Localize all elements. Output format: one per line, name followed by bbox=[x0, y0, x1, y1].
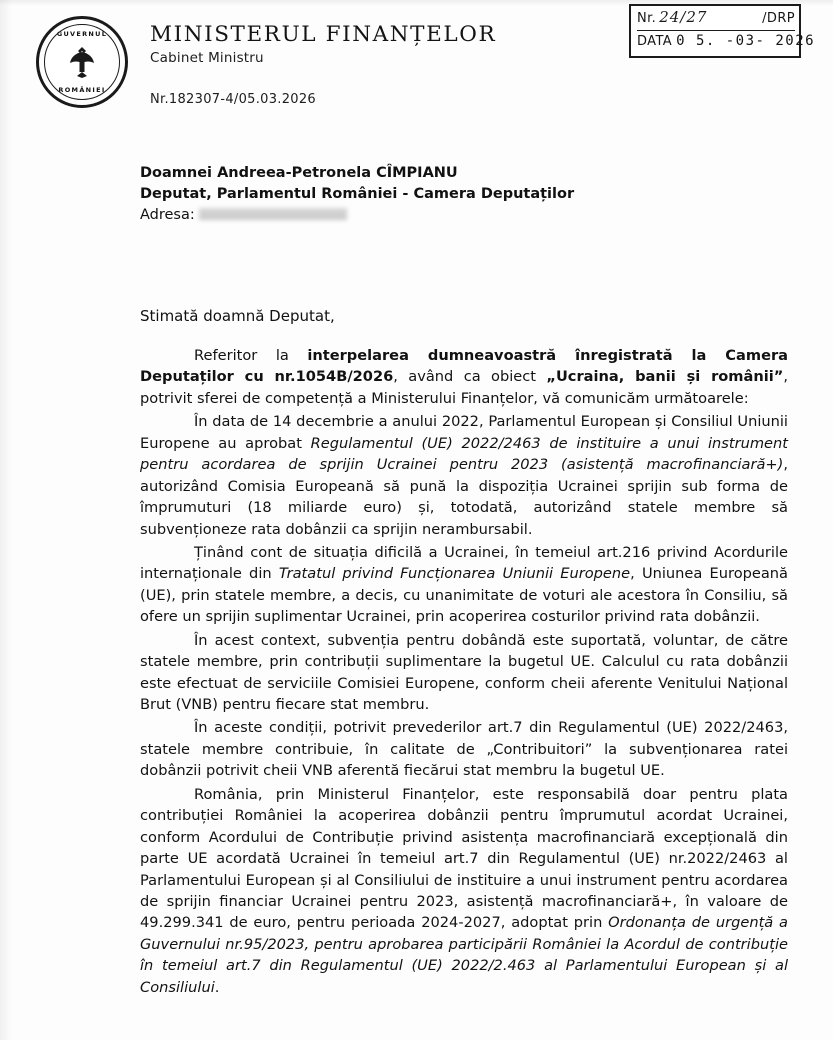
paragraph-5: În aceste condiții, potrivit prevederilor art.7 din Regulamentul (UE) 2022/2463, statele membre contribuie, în calitate de „Contribuitori” la subvenționarea ratei dobânzii potrivit cheii VNB aferentă fiecărui stat membru la bugetul UE. bbox=[140, 719, 788, 780]
letterhead-text bbox=[150, 14, 496, 107]
p1-seg6: , potrivit sferei de competență a Ministerului Finanțelor, vă comunicăm următoarele: bbox=[140, 368, 788, 407]
seal-top-text: GUVERNUL bbox=[56, 30, 108, 38]
p6-seg2: Ordonanța de urgență a Guvernului nr.95/2023, pentru aprobarea participării României la Acordul de contribuție în temeiul art.7 din Regulamentul (UE) 2022/2.463 al Parlamentului European și al Consiliului bbox=[140, 914, 788, 996]
p2-seg3: , autorizând Comisia Europeană să pună la dispoziția Ucrainei sprijin sub forma de împrumuturi (18 miliarde euro) și, totodată, autorizând statele membre să subvenționeze rata dobânzii ca sprijin nerambursabil. bbox=[140, 456, 788, 538]
p1-seg1: Referitor bbox=[194, 347, 258, 364]
letter-body bbox=[140, 345, 788, 998]
stamp-date-row bbox=[637, 30, 816, 53]
paragraph-2 bbox=[140, 411, 788, 540]
p2-seg1: În data de 14 decembrie a anului 2022, Parlamentul European și Consiliul Uniunii Europene au aprobat bbox=[140, 413, 788, 452]
addressee-block bbox=[140, 163, 740, 226]
p1-seg4: , având ca obiect bbox=[393, 368, 547, 386]
p1-seg2: la bbox=[275, 347, 289, 364]
paragraph-3 bbox=[140, 542, 788, 628]
addressee-name: Doamnei Andreea-Petronela CÎMPIANU bbox=[140, 165, 458, 181]
p6-seg1: România, prin Ministerul Finanțelor, este responsabilă doar pentru plata contribuției României la acoperirea dobânzii pentru împrumutul acordat Ucrainei, conform Acordului de Contribuție privind asistența macrofinanciară excepțională din parte UE acordată Ucrainei în temeiul art.7 din Regulamentul (UE) nr.2022/2463 al Parlamentului European și al Consiliului de instituire a unui instrument pentru acordarea de sprijin financiar Ucrainei pentru 2023, asistență macrofinanciară+, în valoare de 49.299.341 de euro, pentru perioada 2024-2027, adoptat prin bbox=[140, 785, 788, 932]
addressee-address-row bbox=[140, 205, 740, 226]
addressee-address-label: Adresa: bbox=[140, 207, 195, 224]
addressee-title: Deputat, Parlamentul României - Camera Deputaților bbox=[140, 185, 575, 202]
p2-seg2: Regulamentul (UE) 2022/2463 de instituire a unui instrument pentru acordarea de sprijin Ucrainei pentru 2023 (asistență macrofinanciară+) bbox=[140, 434, 789, 474]
paragraph-6 bbox=[140, 784, 788, 998]
registration-stamp bbox=[629, 4, 816, 58]
p3-seg3: , Uniunea Europeană (UE), prin statele membre, a decis, cu unanimitate de voturi ale acestora în Consiliu, să ofere un sprijin suplimentar Ucrainei, prin acoperirea costurilor privind rata dobânzii. bbox=[140, 565, 789, 626]
cabinet-label: Cabinet Ministru bbox=[150, 50, 264, 66]
p1-seg3: interpelarea dumneavoastră înregistrată la Camera Deputaților cu nr.1054B/2026 bbox=[140, 347, 789, 386]
stamp-date-value: 0 5. -03- 2026 bbox=[676, 33, 816, 49]
stamp-nr-value: 24/27 bbox=[659, 8, 708, 26]
p3-seg2: Tratatul privind Funcționarea Uniunii Europene bbox=[278, 565, 631, 583]
scan-edge-left bbox=[0, 0, 12, 1040]
p1-seg5: „Ucraina, banii și românii” bbox=[546, 368, 784, 386]
letterhead bbox=[36, 14, 596, 108]
stamp-nr-suffix: /DRP bbox=[762, 11, 795, 26]
paragraph-1 bbox=[140, 345, 788, 409]
ministry-name: MINISTERUL FINANȚELOR bbox=[150, 22, 497, 47]
p6-seg3: . bbox=[214, 978, 220, 996]
stamp-nr-label: Nr. bbox=[637, 11, 657, 26]
coat-of-arms-icon bbox=[36, 16, 128, 108]
salutation: Stimată doamnă Deputat, bbox=[140, 307, 335, 325]
stamp-date-label: DATA bbox=[637, 34, 673, 49]
redacted-address bbox=[199, 208, 347, 220]
paragraph-4: În acest context, subvenția pentru dobândă este suportată, voluntar, de către statele membre, prin contribuții suplimentare la bugetul UE. Calculul cu rata dobânzii este efectuat de serviciile Comisiei Europene, conform cheii aferente Venitului Național Brut (VNB) pentru fiecare stat membru. bbox=[140, 631, 788, 713]
p3-seg1: Ținând cont de situația dificilă a Ucrainei, în temeiul art.216 privind Acordurile internaționale din bbox=[140, 543, 788, 583]
document-number: Nr.182307-4/05.03.2026 bbox=[150, 92, 317, 107]
stamp-nr-row bbox=[637, 8, 795, 28]
seal-bottom-text: ROMÂNIEI bbox=[58, 86, 106, 94]
eagle-crest-icon bbox=[67, 45, 97, 79]
